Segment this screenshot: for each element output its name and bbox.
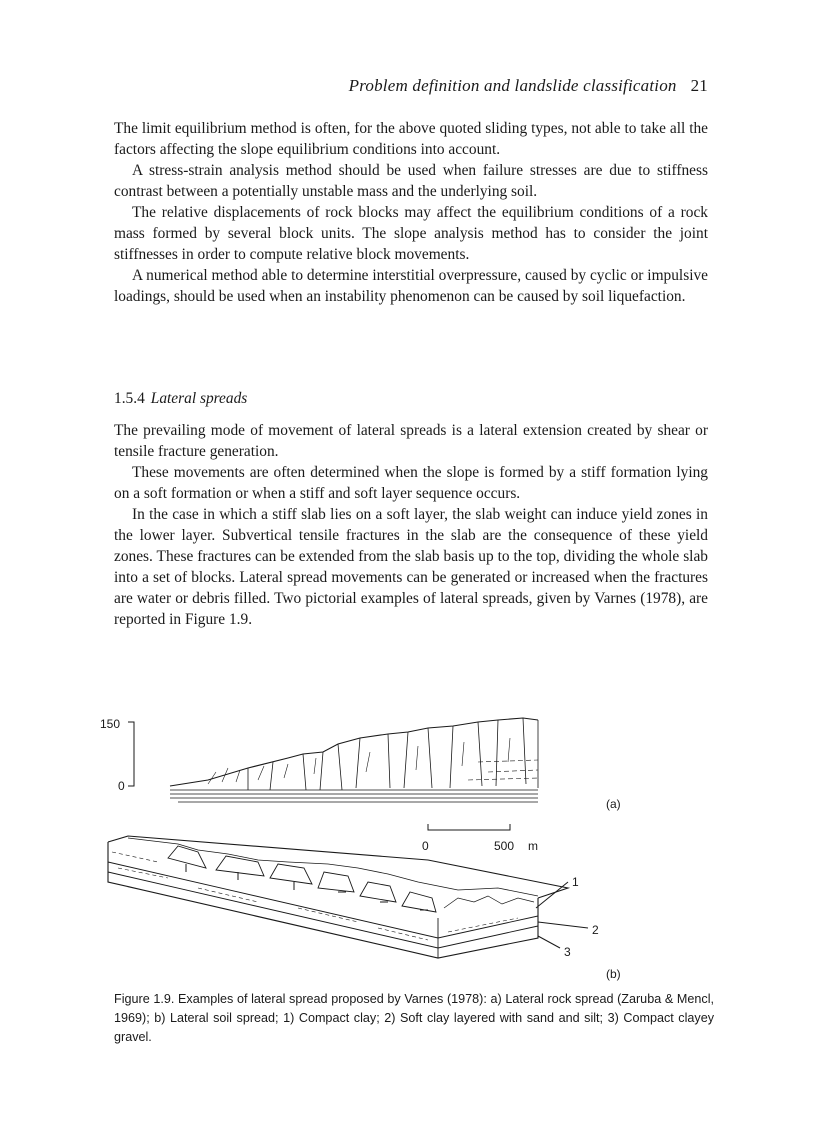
body-text-block-1 (114, 118, 708, 307)
panel-a-label: (a) (606, 797, 621, 811)
page-number: 21 (690, 76, 708, 95)
layer-label-3: 3 (564, 945, 571, 959)
horizontal-scale-bar (428, 824, 510, 830)
panel-b-soil-spread (108, 836, 568, 958)
section-number: 1.5.4 (114, 390, 145, 407)
scale-label-bottom: 0 (118, 779, 125, 793)
section-heading (114, 390, 247, 408)
paragraph: The limit equilibrium method is often, for the above quoted sliding types, not able to take all the factors affecting the slope equilibrium conditions into account. (114, 120, 708, 158)
lateral-spread-illustration (98, 712, 718, 992)
bar-label-start: 0 (422, 839, 429, 853)
body-text-block-2 (114, 420, 708, 630)
running-header (349, 76, 708, 96)
paragraph: A stress-strain analysis method should be used when failure stresses are due to stiffness contrast between a potentially unstable mass and the underlying soil. (114, 162, 708, 200)
leader-line-2 (538, 922, 588, 928)
bar-label-end: 500 (494, 839, 515, 853)
section-title: Lateral spreads (150, 390, 248, 407)
vertical-scale-bar (128, 722, 134, 786)
paragraph: The prevailing mode of movement of lateral spreads is a lateral extension created by shear or tensile fracture generation. (114, 422, 708, 460)
running-title: Problem definition and landslide classification (348, 76, 677, 95)
figure-1-9 (98, 712, 718, 1002)
leader-line-1 (536, 882, 568, 908)
panel-b-label: (b) (606, 967, 621, 981)
layer-label-2: 2 (592, 923, 599, 937)
paragraph: These movements are often determined when the slope is formed by a stiff formation lying on a soft formation or when a stiff and soft layer sequence occurs. (114, 464, 708, 502)
paragraph: A numerical method able to determine interstitial overpressure, caused by cyclic or impulsive loadings, should be used when an instability phenomenon can be caused by soil liquefaction. (114, 267, 708, 305)
layer-label-1: 1 (572, 875, 579, 889)
leader-line-3 (538, 936, 560, 948)
paragraph: In the case in which a stiff slab lies on a soft layer, the slab weight can induce yield zones in the lower layer. Subvertical tensile fractures in the slab are the consequence of these yield zones. These fractures can be extended from the slab basis up to the top, dividing the whole slab into a set of blocks. Lateral spread movements can be generated or increased when the fractures are water or debris filled. Two pictorial examples of lateral spreads, given by Varnes (1978), are reported in Figure 1.9. (114, 506, 708, 628)
figure-caption: Figure 1.9. Examples of lateral spread proposed by Varnes (1978): a) Lateral rock spread (Zaruba & Mencl, 1969); b) Lateral soil spread; 1) Compact clay; 2) Soft clay layered with sand and silt; 3) Compact clayey gravel. (114, 992, 714, 1044)
panel-a-rock-spread (170, 718, 538, 802)
bar-label-unit: m (528, 839, 538, 853)
scale-label-top: 150 (100, 717, 121, 731)
paragraph: The relative displacements of rock blocks may affect the equilibrium conditions of a rock mass formed by several block units. The slope analysis method has to consider the joint stiffnesses in order to compute relative block movements. (114, 204, 708, 263)
